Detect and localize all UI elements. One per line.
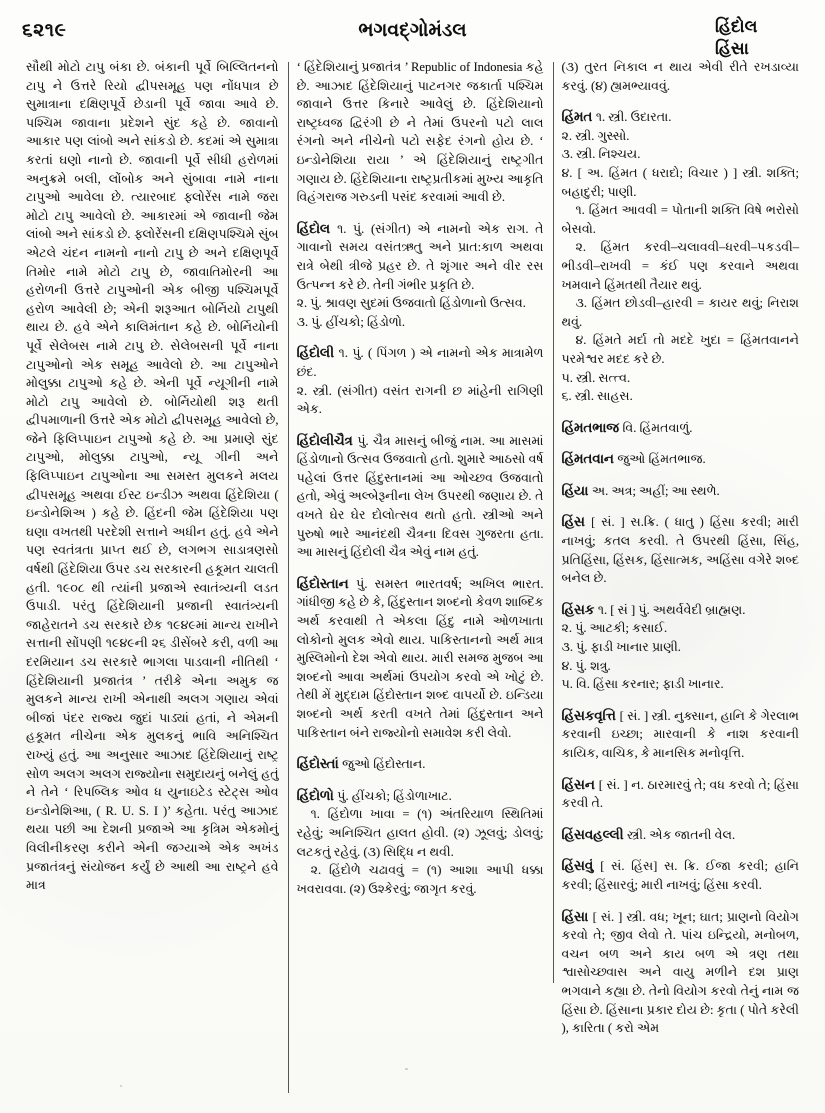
sense-line: ૩. સ્ત્રી. નિશ્ચય. [561, 147, 641, 162]
headword: હિંદોસ્તાન [296, 575, 357, 591]
entry-gap [297, 742, 544, 749]
entry-gap [297, 562, 544, 569]
sense-line: ૨. પું. આટકી; કસાઈ. [561, 621, 668, 636]
headword: હિંસવું [561, 858, 601, 874]
headword: હિંમતભાજ [561, 419, 623, 435]
dictionary-entry: હિંદોસ્તાન પું. સમસ્ત ભારતવર્ષ; અખિલ ભારત. ગાંધીજી કહે છે કે, હિંદુસ્તાન શબ્દનો કેવળ શાબ્દિક અર્થ કરવાથી તે એકલા હિંદુ નામે ઓળખાતા લોકોનો મુલક એવો થાય. પાકિસ્તાનનો અર્થ માત્ર મુસ્લિમોનો દેશ એવો થાય. મારી સમજ મુજબ આ શબ્દનો આવા અર્થમાં ઉપયોગ કરવો એ ખોટું છે. તેથી મેં મુદ્દામ હિંદોસ્તાન શબ્દ વાપર્યો છે. ઇન્ડિયા શબ્દનો અર્થ કરતી વખતે તેમાં હિંદુસ્તાન અને પાકિસ્તાન બંને રાજ્યોનો સમાવેશ કરી લેવો. [296, 575, 544, 740]
entry-gap [297, 419, 544, 426]
entry-gap [562, 469, 800, 476]
idiom-line: ૨. હિંદોળે ચઢાવવું = (૧) આશા આપી ધક્કા ખવરાવવા. (૨) ઉશ્કેરવું; જાગૃત કરવું. [296, 863, 544, 896]
text-column-3 [554, 58, 809, 1103]
entry-gap [297, 774, 544, 781]
headword: હિંદોલી [296, 345, 339, 361]
sense-line: ૫. વિ. હિંસા કરનાર; ફાડી ખાનાર. [561, 677, 724, 692]
dictionary-entry: હિંસકવૃત્તિ [ સં. ] સ્ત્રી. નુક્સાન, હાનિ કે ગેરલાભ કરવાની ઇચ્છા; મારવાની કે નાશ કરવાની કાયિક, વાચિક, કે માનસિક મનોવૃત્તિ. [561, 707, 799, 760]
headword: હિંસવહલ્લી [561, 826, 627, 842]
headword: હિંદોલીચૈત્ર [296, 432, 358, 448]
idiom-line: ૧. હિંમત આવવી = પોતાની શક્તિ વિષે ભરોસો બેસવો. [561, 203, 799, 236]
sense-line: ૫. સ્ત્રી. સત્ત્વ. [561, 370, 631, 385]
sense-line: ૪. [ અ. હિંમત ( ધરાદો; વિચાર ) ] સ્ત્રી. શક્તિ; બહાદુરી; પાણી. [561, 165, 799, 199]
dictionary-entry: હિંદોલીચૈત્ર પું. ચૈત્ર માસનું બીજું નામ. આ માસમાં હિંડોળાનો ઉત્સવ ઉજવાતો હતો. શુમારે આઠસો વર્ષ પહેલાં ઉત્તર હિંદુસ્તાનમાં આ ઓચ્છવ ઉજવાતો હતો, એવું અલ્બેરૂનીના લેખ ઉપરથી જણાય છે. તે વખતે ઘેર ઘેર દોલોત્સવ થતો હતો. સ્ત્રીઓ અને પુરુષો ભારે આનંદથી ચૈત્રના દિવસ ગુજરતા હતા. આ માસનું હિંદોલી ચૈત્ર એવું નામ હતું. [296, 432, 544, 560]
headword: હિંદોલ [296, 220, 338, 236]
entry-gap [297, 207, 544, 214]
entry-gap [562, 694, 800, 701]
idiom-line: ૪. હિંમતે મર્દા તો મદદે ખુદા = હિંમતવાનને પરમેશ્વર મદદ કરે છે. [561, 333, 799, 366]
entry-gap [562, 844, 800, 851]
headword: હિંસા [561, 908, 593, 924]
dictionary-entry: હિંદોળો પું. હીંચકો; હિંડોળાખાટ. [296, 787, 452, 803]
dictionary-entry: હિંમત ૧. સ્ત્રી. ઉદારતા. [561, 109, 672, 125]
headword: હિંસ [561, 514, 592, 530]
guide-words [715, 16, 805, 60]
guide-word-last: હિંસા [715, 38, 749, 58]
headword: હિંયા [561, 482, 592, 498]
sense-line: ૪. પું. શત્રુ. [561, 658, 611, 673]
entry-gap [562, 437, 800, 444]
entry-gap [562, 500, 800, 507]
headword: હિંસકવૃત્તિ [561, 707, 620, 723]
headword: હિંમતવાન [561, 451, 618, 467]
guide-word-first: હિંદોલ [715, 17, 758, 36]
entry-gap [562, 588, 800, 595]
dictionary-entry: હિંદોસ્તાં જુઓ હિંદોસ્તાન. [296, 756, 426, 772]
entry-gap [562, 406, 800, 413]
book-title: ભગવદ્ગોમંડલ [358, 20, 467, 41]
idiom-line: ૩. હિંમત છોડવી–હારવી = કાયર થવું; નિરાશ થવું. [561, 296, 799, 329]
sense-line: ૩. પું. ફાડી ખાનાર પ્રાણી. [561, 640, 681, 655]
dictionary-entry: હિંમતવાન જુઓ હિંમતભાજ. [561, 451, 706, 467]
headword: હિંસક [561, 601, 598, 617]
body-paragraph: ‘ હિંદેશિયાનું પ્રજાતંત્ર ’ Republic of Indonesia કહે છે. આઝાદ હિંદેશિયાનું પાટનગર જકાર્તા પશ્ચિમ જાવાને ઉત્તર કિનારે આવેલું છે. હિંદેશિયાનો રાષ્ટ્રધ્વજ દ્વિરંગી છે ને તેમાં ઉપરનો પટો લાલ રંગનો અને નીચેનો પટો સફેદ રંગનો હોય છે. ‘ ઇન્ડોનેશિયા રાયા ’ એ હિંદેશિયાનું રાષ્ટ્રગીત ગણાય છે. હિંદેશિયાના રાષ્ટ્રપ્રતીકમાં મુખ્ય આકૃતિ વિહંગરાજ ગરુડની પસંદ કરવામાં આવી છે. [296, 60, 544, 205]
headword: હિંદોળો [296, 787, 338, 803]
folio-number: ૬૨૧૯ [22, 20, 67, 41]
headword: હિંમત [561, 109, 596, 125]
dictionary-entry: હિંસન [ સં. ] ન. ઠારમારવું તે; વધ કરવો તે; હિંસા કરવી તે. [561, 776, 799, 811]
headword: હિંસન [561, 776, 599, 792]
dictionary-entry: હિંમતભાજ વિ. હિંમતવાળું. [561, 419, 693, 435]
body-paragraph: (૩) તુરત નિકાલ ન થાય એવી રીતે રખડાવ્યા કરવું. (૪) હ્યમભ્યાવવું. [561, 60, 799, 93]
sense-line: ૨. પું. શ્રાવણ સુદમાં ઉજવાતો હિંડોળાનો ઉત્સવ. [296, 296, 526, 311]
dictionary-entry: હિંસ [ સં. ] સ.ક્રિ. ( ધાતુ ) હિંસા કરવી; મારી નાખવું; કતલ કરવી. તે ઉપરથી હિંસા, સિંહ, પ્રતિહિંસા, હિંસક, હિંસાત્મક, અહિંસા વગેરે શબ્દ બનેલ છે. [561, 514, 799, 586]
entry-gap [297, 331, 544, 338]
headword: હિંદોસ્તાં [296, 756, 343, 772]
sense-line: ૩. પું. હીંચકો; હિંડોળો. [296, 314, 406, 329]
dictionary-entry: હિંદોલ ૧. પું. (સંગીત) એ નામનો એક રાગ. તે ગાવાનો સમય વસંતઋતુ અને પ્રાત:કાળ અથવા રાત્રે બેથી ત્રીજે પ્રહર છે. તે શૃંગાર અને વીર રસ ઉત્પન્ન કરે છે. તેની ગંભીર પ્રકૃતિ છે. [296, 220, 544, 292]
entry-gap [562, 813, 800, 820]
dictionary-entry: હિંદોલી ૧. પું. ( પિંગળ ) એ નામનો એક માત્રામેળ છંદ. [296, 345, 544, 379]
dictionary-entry: હિંસવહલ્લી સ્ત્રી. એક જાતની વેલ. [561, 826, 736, 842]
sense-line: ૨. સ્ત્રી. ગુસ્સો. [561, 128, 630, 143]
body-paragraph: સૌથી મોટો ટાપુ બંકા છે. બંકાની પૂર્વે બિલ્લિતનનો ટાપુ ને ઉત્તરે રિયો દ્વીપસમૂહ પણ નોંધપાત્ર છે સુમાત્રાના દક્ષિણપૂર્વે છેડાની પૂર્વે જાવા આવે છે. પશ્ચિમ જાવાના પ્રદેશને સુંદ કહે છે. જાવાનો આકાર પણ લાંબો અને સાંકડો છે. કદમાં એ સુમાત્રા કરતાં ઘણો નાનો છે. જાવાની પૂર્વે સીધી હરોળમાં અનુક્રમે બલી, લોંબોક અને સુંબાવા નામે નાના ટાપુઓ આવેલા છે. ત્યારબાદ ફ્લોરેંસ નામે જરા મોટો ટાપુ આવેલો છે. આકારમાં એ જાવાની જેમ લાંબો અને સાંકડો છે. ફ્લોરેંસની દક્ષિણપશ્ચિમે સુંબ એટલે ચંદન નામનો નાનો ટાપુ છે અને દક્ષિણપૂર્વે તિમોર નામે મોટો ટાપુ છે, જાવાતિમોરની આ હરોળની ઉત્તરે ટાપુઓની એક બીજી પશ્ચિમપૂર્વે હરોળ આવેલી છે; એની શરૂઆત બોર્નિયો ટાપુથી થાય છે. હવે એને કાલિમંતાન કહે છે. બોર્નિયોની પૂર્વે સેલેબસ નામે ટાપુ છે. સેલેબસની પૂર્વે નાના ટાપુઓનો એક સમૂહ આવેલો છે. આ ટાપુઓને મોલુક્કા ટાપુઓ કહે છે. એની પૂર્વે ન્યૂગીની નામે મોટો ટાપુ આવેલો છે. બોર્નિયોથી શરૂ થતી દ્વીપમાળાની ઉત્તરે એક મોટો દ્વીપસમૂહ આવેલો છે, જેને ફિલિપ્પાઇન ટાપુઓ કહે છે. આ પ્રમાણે સુંદ ટાપુઓ, મોલુક્કા ટાપુઓ, ન્યૂ ગીની અને ફિલિપ્પાઇન ટાપુઓના આ સમસ્ત મુલકને મલય દ્વીપસમૂહ અથવા ઈસ્ટ ઇન્ડીઝ અથવા હિંદેશિયા ( ઇન્ડોનેશિઅ ) કહે છે. હિંદની જેમ હિંદેશિયા પણ ઘણા વખતથી પરદેશી સત્તાને અધીન હતું. હવે એને પણ સ્વતંત્રતા પ્રાપ્ત થઈ છે, લગભગ સાડાત્રણસો વર્ષથી હિંદેશિયા ઉપર ડચ સરકારની હકૂમત ચાલતી હતી. ૧૯૦૮ થી ત્યાંની પ્રજાએ સ્વાતંત્ર્યની લડત ઉપાડી. પરંતુ હિંદેશિયાની પ્રજાની સ્વાતંત્ર્યની જાહેરાતને ડચ સરકારે છેક ૧૯૪૯માં માન્ય રાખીને સત્તાની સોંપણી ૧૯૪૯ની ૨૬ ડીસેંબરે કરી, વળી આ દરમિયાન ડચ સરકારે ભાગલા પાડવાની નીતિથી ‘ હિંદેશિયાની પ્રજાતંત્ર ’ તરીકે એના અમુક જ મુલકને માન્ય રાખી એનાથી અલગ ગણાય એવાં બીજાં પંદર રાજ્ય જુદાં પાડ્યાં હતાં, ને એમની હકૂમત નીચેના એક મુલકનું ભાવિ અનિશ્ચિત રાખ્યું હતું. આ અનુસાર આઝાદ હિંદેશિયાનું રાષ્ટ્ર સોળ અલગ અલગ રાજ્યોના સમુદાયનું બનેલું હતું ને તેને ‘ રિપબ્લિક ઓવ ધ યુનાઇટેડ સ્ટેટ્સ ઓવ ઇન્ડોનેશિઆ, ( R. U. S. I )’ કહેતા. પરંતુ આઝાદ થયા પછી આ દેશની પ્રજાએ આ કૃત્રિમ એકમોનું વિલીનીકરણ કરીને એની જગ્યાએ એક અખંડ પ્રજાતંત્રનું સંયોજન કર્યું છે આથી આ રાષ્ટ્રને હવે માત્ર [26, 60, 279, 893]
dictionary-entry: હિંયા અ. અત્ર; અહીં; આ સ્થળે. [561, 482, 720, 498]
sense-line: ૬. સ્ત્રી. સાહસ. [561, 389, 633, 404]
idiom-line: ૧. હિંદોળા ખાવા = (૧) અંતરિયાળ સ્થિતિમાં રહેવું; અનિશ્ચિત હાલત હોવી. (૨) ઝૂલવું; ડોલવું; લટકતું રહેવું. (૩) સિદ્ધિ ન થવી. [296, 807, 544, 859]
column-layout [18, 58, 808, 1103]
text-column-2 [289, 58, 553, 1103]
entry-gap [562, 763, 800, 770]
entry-gap [562, 895, 800, 902]
idiom-line: ૨. હિંમત કરવી–ચલાવવી–ધરવી–પકડવી–ભીડવી–રાખવી = કંઈ પણ કરવાને અથવા ખમવાને હિંમતથી તૈયાર થવું. [561, 240, 799, 292]
dictionary-entry: હિંસા [ સં. ] સ્ત્રી. વધ; ખૂન; ઘાત; પ્રાણનો વિયોગ કરવો તે; જીવ લેવો તે. પાંચ ઇન્દ્રિયો, મનોબળ, વચન બળ અને કાય બળ એ ત્રણ તથા શ્વાસોચ્છ્વાસ અને વાયુ મળીને દશ પ્રાણ ભગવાને કહ્યા છે. તેનો વિયોગ કરવો તેનું નામ જ હિંસા છે. હિંસાના પ્રકાર દોય છે: કૃતા ( પોતે કરેલી ), કારિતા ( કરો એમ [561, 908, 799, 1036]
text-column-1 [18, 58, 288, 1103]
sense-line: ૨. સ્ત્રી. (સંગીત) વસંત રાગની છ માંહેની રાગિણી એક. [296, 383, 544, 417]
entry-gap [562, 95, 800, 102]
dictionary-entry: હિંસક ૧. [ સં ] પું. અથર્વવેદી બ્રાહ્મણ. [561, 601, 746, 617]
running-head [0, 16, 825, 62]
dictionary-entry: હિંસવું [ સં. હિંસ] સ. ક્રિ. ઈજા કરવી; હાનિ કરવી; હિંસારવું; મારી નાખવું; હિંસા કરવી. [561, 858, 799, 892]
